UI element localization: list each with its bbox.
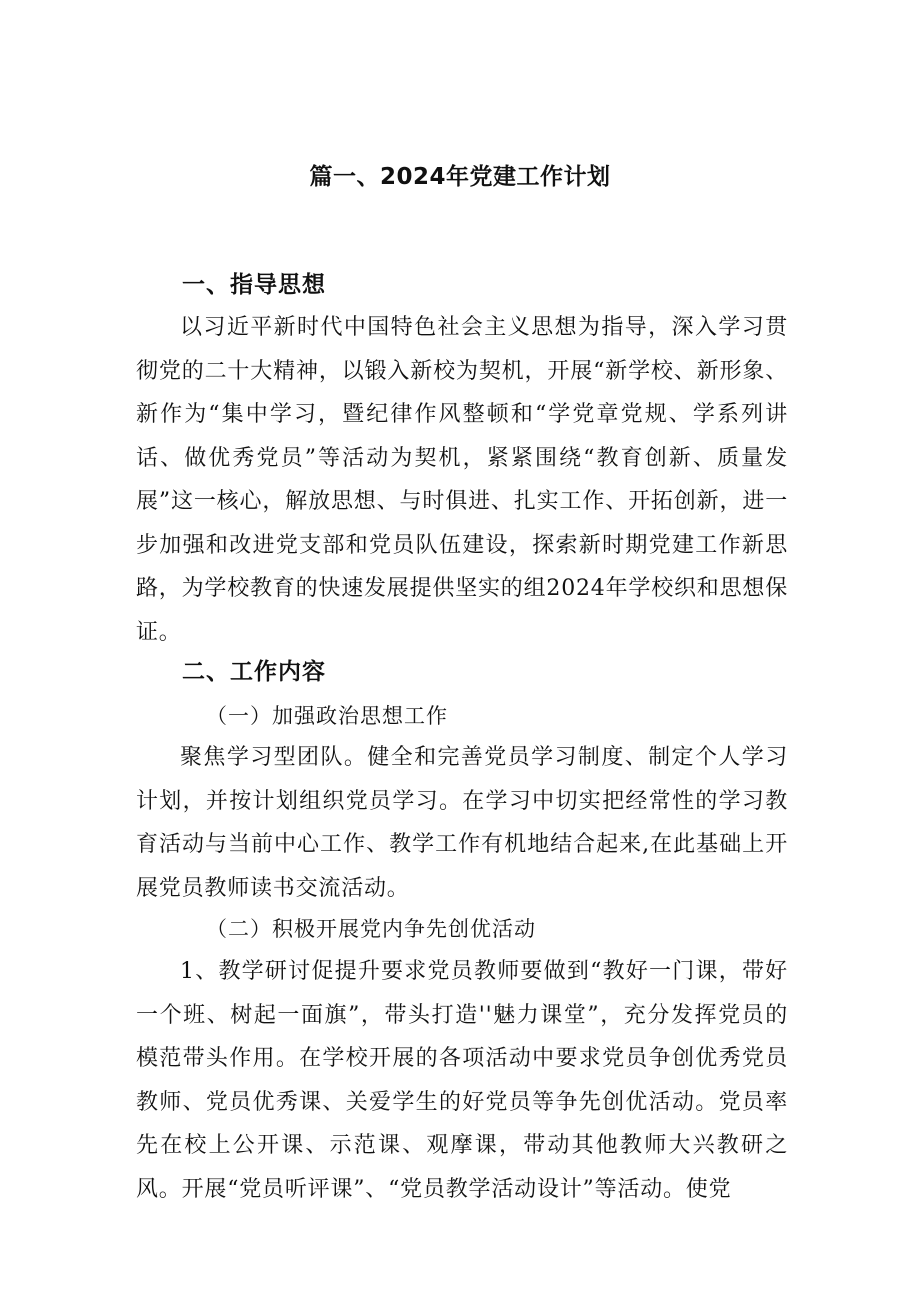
subsection-heading-excellence-activities: （二）积极开展党内争先创优活动 — [206, 917, 536, 941]
paragraph-teaching-research: 1、教学研讨促提升要求党员教师要做到“教好一门课，带好一个班、树起一面旗”，带头打造''魅力课堂”，充分发挥党员的模范带头作用。在学校开展的各项活动中要求党员争创优秀党员教师、党员优秀课、关爱学生的好党员等争先创优活动。党员率先在校上公开课、示范课、观摩课，带动其他教师大兴教研之风。开展“党员听评课”、“党员教学活动设计”等活动。使党 — [136, 959, 788, 1202]
paragraph-guiding-thought: 以习近平新时代中国特色社会主义思想为指导，深入学习贯彻党的二十大精神，以锻入新校为契机，开展“新学校、新形象、新作为“集中学习，暨纪律作风整顿和“学党章党规、学系列讲话、做优秀党员”等活动为契机，紧紧围绕“教育创新、质量发展”这一核心，解放思想、与时俱进、扎实工作、开拓创新，进一步加强和改进党支部和党员队伍建设，探索新时期党建工作新思路，为学校教育的快速发展提供坚实的组2024年学校织和思想保证。 — [136, 315, 788, 645]
document-title: 篇一、2024年党建工作计划 — [309, 164, 611, 190]
paragraph-political-work: 聚焦学习型团队。健全和完善党员学习制度、制定个人学习计划，并按计划组织党员学习。在学习中切实把经常性的学习教育活动与当前中心工作、教学工作有机地结合起来,在此基础上开展党员教师读书交流活动。 — [136, 745, 788, 901]
section-heading-guiding-thought: 一、指导思想 — [182, 272, 326, 298]
section-heading-work-content: 二、工作内容 — [182, 659, 326, 685]
subsection-heading-political-work: （一）加强政治思想工作 — [206, 704, 448, 728]
